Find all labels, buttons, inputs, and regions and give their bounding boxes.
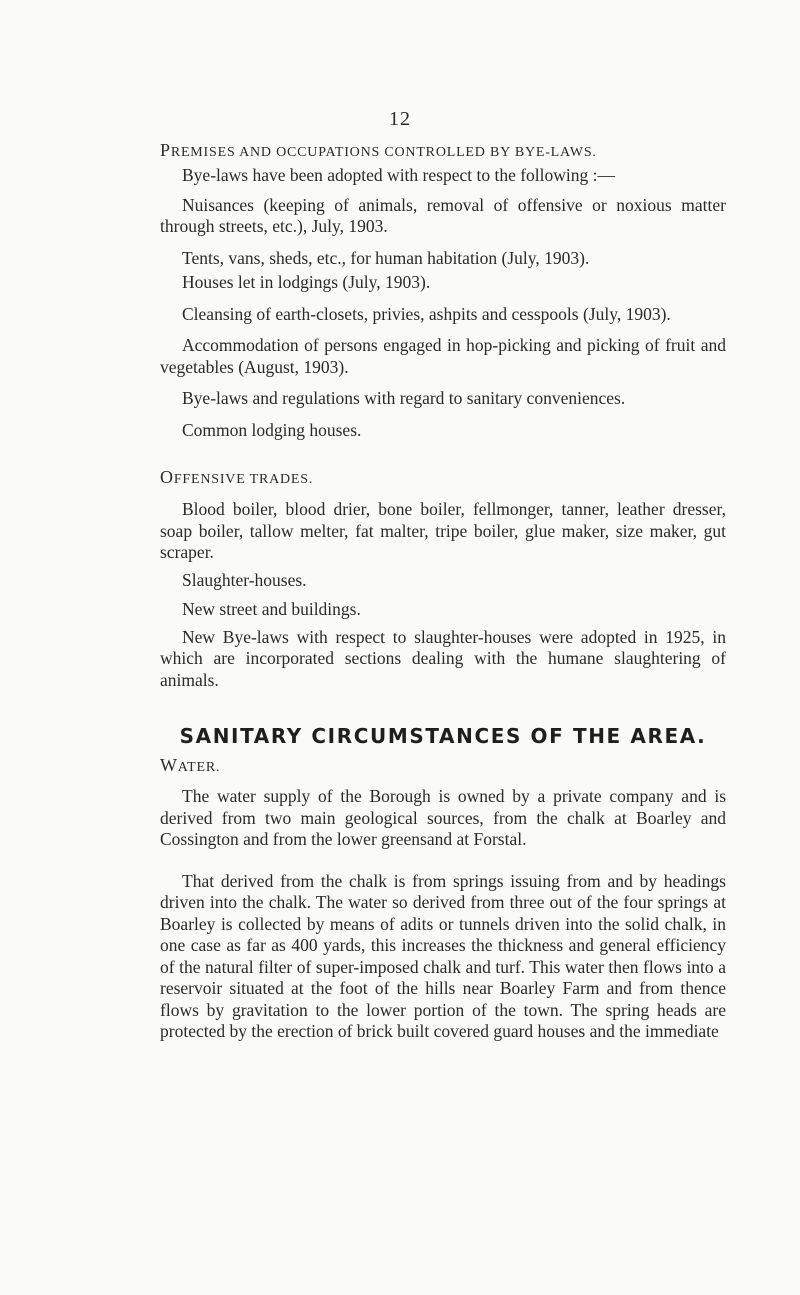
premises-item: Nuisances (keeping of animals, removal of offensive or noxious matter through streets, etc.), July, 1903.	[160, 194, 726, 236]
premises-item: Accommodation of persons engaged in hop-picking and picking of fruit and vegetables (August, 1903).	[160, 335, 726, 377]
premises-heading: PREMISES AND OCCUPATIONS CONTROLLED BY BYE-LAWS.	[160, 140, 597, 160]
water-heading: WATER.	[160, 755, 221, 775]
new-byelaws-paragraph: New Bye-laws with respect to slaughter-houses were adopted in 1925, in which are incorporated sections dealing with the humane slaughtering of animals.	[160, 626, 726, 690]
offensive-trades-heading: OFFENSIVE TRADES.	[160, 467, 314, 487]
page-content	[160, 140, 726, 1043]
water-paragraph-1: The water supply of the Borough is owned by a private company and is derived from two main geological sources, from the chalk at Boarley and Cossington and from the lower greensand at Forstal.	[160, 786, 726, 849]
premises-intro: Bye-laws have been adopted with respect to the following :—	[182, 165, 616, 185]
premises-item: Bye-laws and regulations with regard to sanitary conveniences.	[182, 388, 626, 408]
water-paragraph-2: That derived from the chalk is from springs issuing from and by headings driven into the chalk. The water so derived from three out of the four springs at Boarley is collected by means of adits or tunnels driven into the solid chalk, in one case as far as 400 yards, this increases the thickness and general efficiency of the natural filter of super-imposed chalk and turf. This water then flows into a reservoir situated at the foot of the hills near Boarley Farm and from thence flows by gravitation to the lower portion of the town. The spring heads are protected by the erection of brick built covered guard houses and the immediate	[160, 870, 726, 1041]
premises-item: Houses let in lodgings (July, 1903).	[182, 272, 431, 292]
offensive-trades-list: Blood boiler, blood drier, bone boiler, fellmonger, tanner, leather dresser, soap boiler, tallow melter, fat malter, tripe boiler, glue maker, size maker, gut scraper.	[160, 499, 726, 562]
new-street-buildings: New street and buildings.	[182, 599, 361, 619]
sanitary-circumstances-heading: SANITARY CIRCUMSTANCES OF THE AREA.	[179, 724, 707, 748]
premises-item: Cleansing of earth-closets, privies, ashpits and cesspools (July, 1903).	[182, 303, 671, 324]
slaughter-houses: Slaughter-houses.	[182, 569, 307, 590]
page-number: 12	[389, 108, 411, 130]
premises-item: Tents, vans, sheds, etc., for human habitation (July, 1903).	[182, 247, 590, 268]
premises-item: Common lodging houses.	[182, 419, 362, 440]
